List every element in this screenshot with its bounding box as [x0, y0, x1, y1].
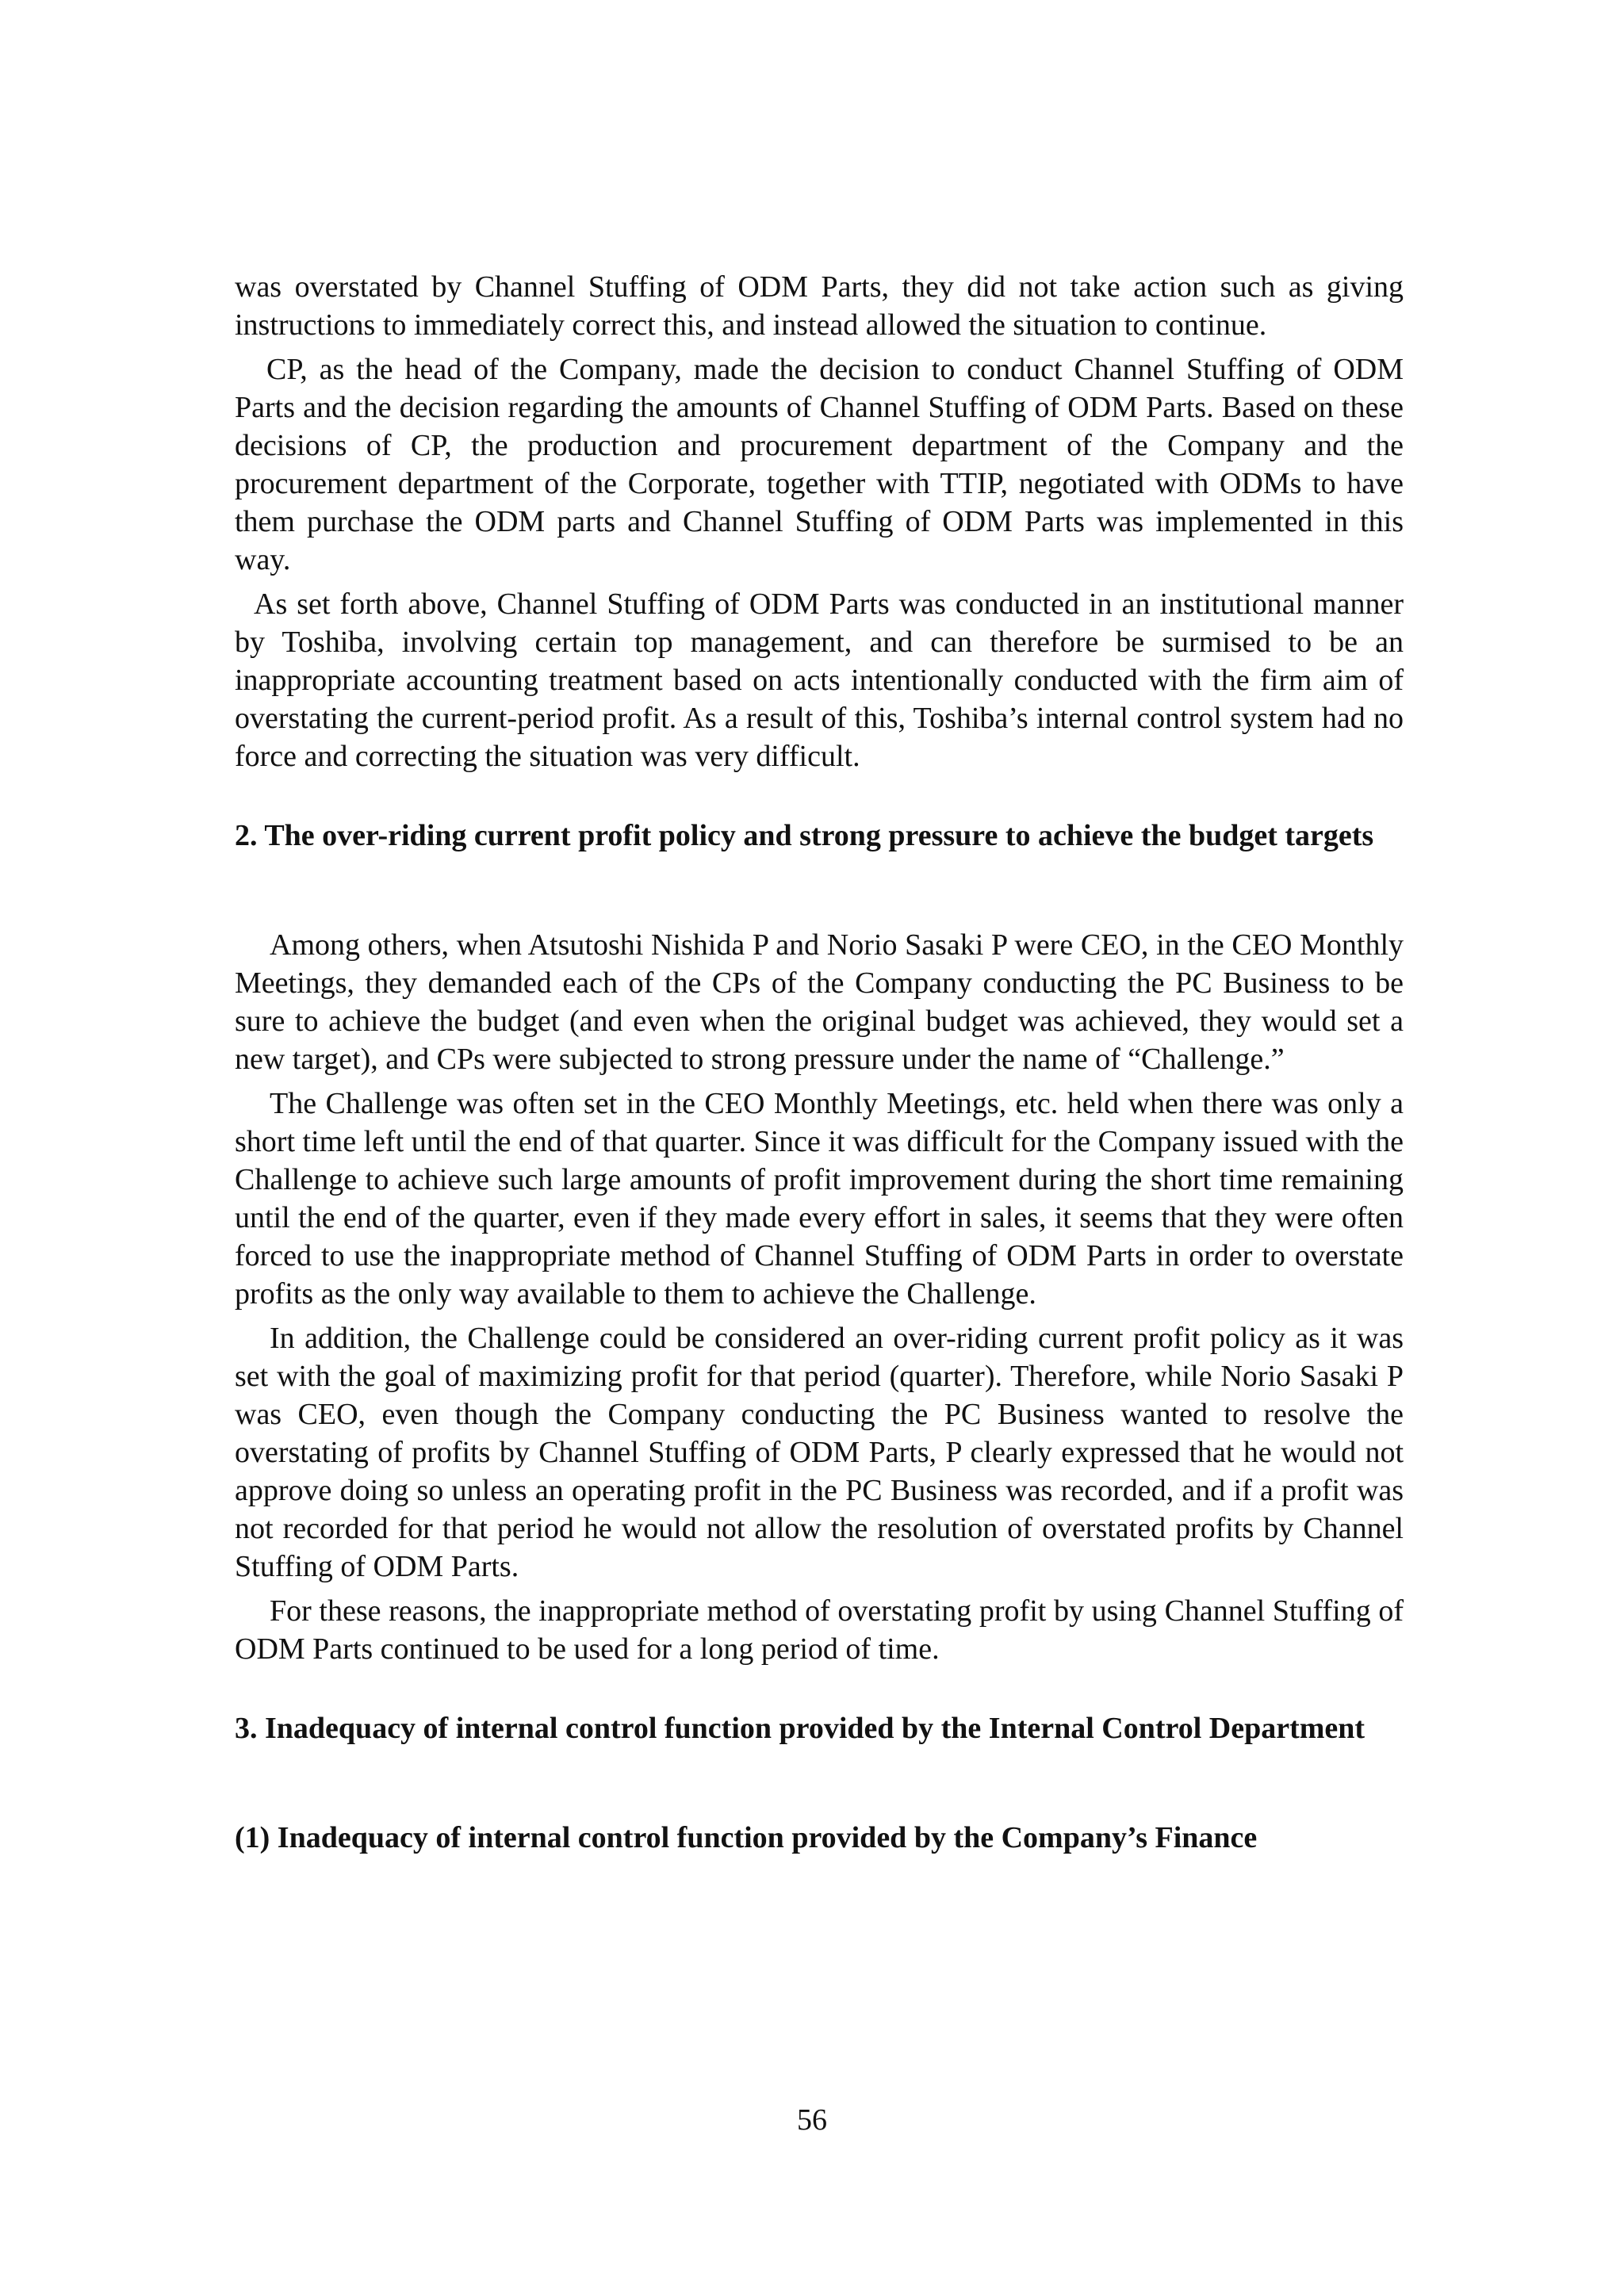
- paragraph-current-profit-policy: In addition, the Challenge could be considered an over-riding current profit policy as it was set with the goal of maximizing profit for that period (quarter). Therefore, while Norio Sasaki P was CEO, even though the Company conducting the PC Business wanted to resolve the overstating of profits by Channel Stuffing of ODM Parts, P clearly expressed that he would not approve doing so unless an operating profit in the PC Business was recorded, and if a profit was not recorded for that period he would not allow the resolution of overstated profits by Channel Stuffing of ODM Parts.: [235, 1322, 1404, 1583]
- paragraph-challenge-timing: The Challenge was often set in the CEO Monthly Meetings, etc. held when there was only a short time left until the end of that quarter. Since it was difficult for the Company issued with the Challenge to achieve such large amounts of profit improvement during the short time remaining until the end of the quarter, even if they made every effort in sales, it seems that they were often forced to use the inappropriate method of Channel Stuffing of ODM Parts in order to overstate profits as the only way available to them to achieve the Challenge.: [235, 1087, 1404, 1311]
- section-heading-3: 3. Inadequacy of internal control function provided by the Internal Control Department: [235, 1712, 1365, 1745]
- paragraph-ceo-pressure: Among others, when Atsutoshi Nishida P and Norio Sasaki P were CEO, in the CEO Monthly Meetings, they demanded each of the CPs of the Company conducting the PC Business to be sure to achieve the budget (and even when the original budget was achieved, they would set a new target), and CPs were subjected to strong pressure under the name of “Challenge.”: [235, 928, 1404, 1076]
- document-body: [235, 268, 1404, 1857]
- paragraph-cp-decision: CP, as the head of the Company, made the decision to conduct Channel Stuffing of ODM Parts and the decision regarding the amounts of Channel Stuffing of ODM Parts. Based on these decisions of CP, the production and procurement department of the Company and the procurement department of the Corporate, together with TTIP, negotiated with ODMs to have them purchase the ODM parts and Channel Stuffing of ODM Parts was implemented in this way.: [235, 353, 1404, 576]
- paragraph-continuation: was overstated by Channel Stuffing of ODM Parts, they did not take action such as giving instructions to immediately correct this, and instead allowed the situation to continue.: [235, 270, 1404, 342]
- page-number: 56: [797, 2103, 827, 2137]
- section-heading-2: 2. The over-riding current profit policy and strong pressure to achieve the budget targets: [235, 819, 1374, 852]
- paragraph-institutional-manner: As set forth above, Channel Stuffing of ODM Parts was conducted in an institutional manner by Toshiba, involving certain top management, and can therefore be surmised to be an inappropriate accounting treatment based on acts intentionally conducted with the firm aim of overstating the current-period profit. As a result of this, Toshiba’s internal control system had no force and correcting the situation was very difficult.: [235, 587, 1404, 773]
- subsection-heading-3-1: (1) Inadequacy of internal control function provided by the Company’s Finance: [235, 1821, 1258, 1854]
- paragraph-long-period: For these reasons, the inappropriate method of overstating profit by using Channel Stuffing of ODM Parts continued to be used for a long period of time.: [235, 1594, 1404, 1666]
